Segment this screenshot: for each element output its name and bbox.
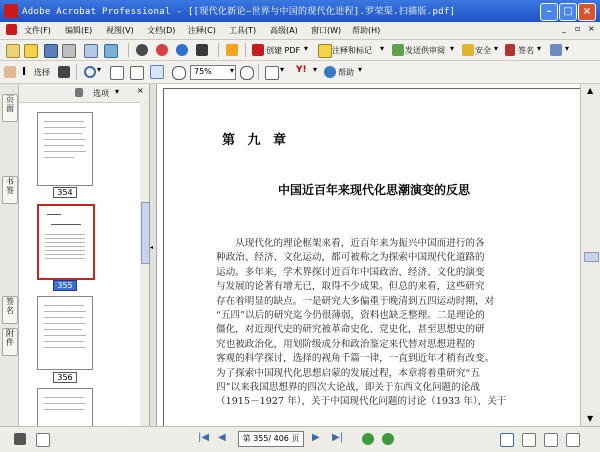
- create-pdf-button[interactable]: 创建 PDF: [266, 46, 301, 55]
- menu-comments[interactable]: 注释(C): [188, 26, 216, 35]
- create-icon[interactable]: [24, 44, 38, 58]
- previous-page-icon[interactable]: ◀: [218, 432, 226, 443]
- print-icon[interactable]: [62, 44, 76, 58]
- organizer-icon[interactable]: [156, 44, 168, 56]
- thumbnail-page-356[interactable]: [37, 296, 93, 370]
- paragraph-line: 客观的科学探讨，选择的视角千篇一律，一直到近年才稍有改变。: [216, 353, 495, 365]
- chevron-down-icon[interactable]: ▾: [304, 44, 309, 53]
- yahoo-icon[interactable]: Y!: [296, 65, 307, 75]
- pages-panel: [19, 84, 150, 426]
- paragraph-line: 种政治、经济、文化运动，都可被称之为探索中国现代化道路的: [216, 252, 485, 264]
- continuous-icon[interactable]: [522, 433, 536, 447]
- trash-icon[interactable]: [75, 88, 83, 97]
- paragraph-line: 四”以来我国思想界的四次大论战，即关于东西文化问题的论战: [216, 382, 480, 394]
- tab-pages[interactable]: [2, 94, 18, 122]
- hand-tool-icon[interactable]: [4, 66, 16, 78]
- document-view[interactable]: [157, 84, 580, 426]
- single-page-icon[interactable]: [500, 433, 514, 447]
- paragraph-line: 僵化，对近现代史的研究被革命史化、党史化，甚至思想史的研: [216, 324, 485, 336]
- navigation-tabs: [0, 84, 19, 426]
- chevron-down-icon[interactable]: ▾: [537, 44, 542, 53]
- help-button[interactable]: 帮助: [338, 68, 354, 77]
- page-number-field[interactable]: 第 355/ 406 页: [238, 431, 304, 447]
- document-page: [163, 88, 580, 426]
- doc-close-icon[interactable]: ×: [588, 24, 595, 33]
- web-icon[interactable]: [176, 44, 188, 56]
- tab-signatures-label: 签名: [6, 297, 14, 315]
- forms-icon[interactable]: [550, 44, 562, 56]
- chevron-down-icon[interactable]: ▾: [115, 87, 120, 96]
- lock-icon[interactable]: [462, 44, 474, 56]
- menu-window[interactable]: 窗口(W): [311, 26, 342, 35]
- minimize-button[interactable]: –: [540, 3, 558, 21]
- thumbnail-page-354[interactable]: [37, 112, 93, 186]
- pen-icon[interactable]: [505, 44, 515, 56]
- go-forward-icon[interactable]: [382, 433, 394, 445]
- chevron-down-icon[interactable]: ▾: [280, 65, 285, 74]
- status-bar: [0, 426, 600, 452]
- next-page-icon[interactable]: ▶: [312, 432, 320, 443]
- attach-icon[interactable]: [104, 44, 118, 58]
- comment-icon[interactable]: [318, 44, 332, 58]
- paragraph-line: 存在着明显的缺点。一是研究大多偏重于晚清到五四运动时期，对: [216, 295, 495, 307]
- search-icon[interactable]: [136, 44, 148, 56]
- doc-restore-icon[interactable]: ▫: [575, 24, 581, 33]
- save-icon[interactable]: [44, 44, 58, 58]
- chevron-down-icon[interactable]: ▾: [229, 66, 234, 75]
- doc-minimize-icon[interactable]: _: [562, 24, 566, 33]
- document-scrollbar[interactable]: [580, 84, 600, 426]
- pages-panel-header: [19, 84, 149, 103]
- zoom-out-icon[interactable]: [172, 66, 186, 80]
- fit-width-icon[interactable]: [150, 65, 164, 79]
- go-back-icon[interactable]: [362, 433, 374, 445]
- scroll-down-icon[interactable]: ▼: [587, 414, 594, 423]
- sign-button[interactable]: 签名: [518, 46, 534, 55]
- menu-advanced[interactable]: 高级(A): [270, 26, 298, 35]
- open-icon[interactable]: [6, 44, 20, 58]
- review-icon[interactable]: [392, 44, 404, 56]
- options-menu[interactable]: 选项: [93, 89, 109, 98]
- panel-splitter[interactable]: [150, 84, 157, 426]
- collapse-arrow-icon[interactable]: ◂: [150, 244, 154, 251]
- chevron-down-icon[interactable]: ▾: [358, 65, 363, 74]
- main-toolbar: [0, 40, 600, 61]
- send-review-button[interactable]: 发送供审阅: [405, 46, 445, 55]
- chevron-down-icon[interactable]: ▾: [97, 65, 102, 74]
- menu-bar: [0, 22, 600, 40]
- tab-signatures[interactable]: [2, 296, 18, 324]
- page-size-icon[interactable]: [36, 433, 50, 447]
- security-button[interactable]: 安全: [475, 46, 491, 55]
- paragraph-line: （1915－1927 年），关于中国现代化问题的讨论（1933 年），关于: [216, 396, 507, 408]
- zoom-in-icon[interactable]: [240, 66, 254, 80]
- document-scroll-thumb[interactable]: [584, 252, 599, 262]
- paragraph-line: 从现代化的理论框架来看，近百年来为振兴中国而进行的各: [235, 238, 485, 249]
- zoom-value: 75%: [194, 67, 212, 76]
- acrobat-app-icon[interactable]: [4, 4, 18, 18]
- chapter-heading: 中国近百年来现代化思潮演变的反思: [277, 183, 470, 197]
- menu-help[interactable]: 帮助(H): [352, 26, 381, 35]
- menu-file[interactable]: 文件(F): [24, 26, 51, 35]
- navigation-toolbar: [0, 61, 600, 84]
- create-pdf-icon[interactable]: [252, 44, 264, 56]
- paragraph-line: “五四”以后的研究迄今仍很薄弱，资料也缺乏整理。二是理论的: [216, 310, 485, 322]
- chevron-down-icon[interactable]: ▾: [313, 65, 318, 74]
- continuous-facing-icon[interactable]: [566, 433, 580, 447]
- close-panel-icon[interactable]: ×: [137, 86, 144, 95]
- document-icon[interactable]: [6, 24, 17, 35]
- maximize-button[interactable]: □: [559, 3, 577, 21]
- help-icon[interactable]: [324, 66, 336, 78]
- thumbnail-scroll-thumb[interactable]: [141, 202, 150, 264]
- close-button[interactable]: ×: [578, 3, 596, 21]
- snapshot-icon[interactable]: [58, 66, 70, 78]
- scroll-up-icon[interactable]: ▲: [587, 86, 594, 95]
- chevron-down-icon[interactable]: ▾: [494, 44, 499, 53]
- thumbnail-label: 354: [53, 187, 77, 198]
- paragraph-line: 与发展的论著有增无已，取得不少成果。但总的来看，这些研究: [216, 281, 485, 293]
- menu-view[interactable]: 视图(V): [106, 26, 134, 35]
- thumbnail-page-357[interactable]: [37, 388, 93, 427]
- last-page-icon[interactable]: ▶|: [332, 432, 344, 443]
- zoom-field[interactable]: [190, 65, 236, 80]
- facing-icon[interactable]: [544, 433, 558, 447]
- chevron-down-icon[interactable]: ▾: [380, 44, 385, 53]
- page-layout-icon[interactable]: [265, 66, 279, 80]
- tab-bookmarks[interactable]: [2, 176, 18, 204]
- thumbnail-label: 356: [53, 372, 77, 383]
- comment-markup-button[interactable]: 注释和标记: [332, 46, 372, 55]
- convert-icon[interactable]: [226, 44, 238, 56]
- fit-page-icon[interactable]: [130, 66, 144, 80]
- tab-attachments-label: 附件: [6, 329, 14, 347]
- chapter-title: 第 九 章: [222, 133, 291, 148]
- chevron-down-icon[interactable]: ▾: [450, 44, 455, 53]
- binoculars-icon[interactable]: [196, 44, 208, 56]
- first-page-icon[interactable]: |◀: [198, 432, 210, 443]
- select-tool-button[interactable]: 选择: [34, 68, 50, 77]
- tab-pages-label: 页面: [6, 95, 14, 113]
- body-paragraph: [216, 237, 552, 410]
- window-title: Adobe Acrobat Professional - [[现代化新论—世界与中国的现代化进程].罗荣渠.扫描版.pdf]: [22, 7, 456, 17]
- menu-document[interactable]: 文档(D): [147, 26, 176, 35]
- tab-bookmarks-label: 书签: [6, 177, 14, 195]
- thumbnail-page-355[interactable]: [37, 204, 95, 280]
- actual-size-icon[interactable]: [110, 66, 124, 80]
- menu-edit[interactable]: 编辑(E): [65, 26, 93, 35]
- tab-attachments[interactable]: [2, 328, 18, 356]
- menu-tools[interactable]: 工具(T): [229, 26, 257, 35]
- thumbnail-label-selected: 355: [53, 280, 77, 291]
- view-icon[interactable]: [14, 433, 26, 445]
- paragraph-line: 究也被政治化，用划阶级成分和政治鉴定来代替对思想进程的: [216, 338, 476, 350]
- zoom-icon[interactable]: [84, 66, 96, 78]
- chevron-down-icon[interactable]: ▾: [565, 44, 570, 53]
- thumbnail-scrollbar[interactable]: [140, 102, 149, 426]
- email-icon[interactable]: [84, 44, 98, 58]
- title-bar: [0, 0, 600, 23]
- paragraph-line: 为了探索中国现代化思想启蒙的发展过程，本章将着重研究“五: [216, 367, 480, 379]
- paragraph-line: 运动。多年来，学术界探讨近百年中国政治、经济、文化的演变: [216, 266, 485, 278]
- select-cursor-icon[interactable]: I: [22, 65, 27, 78]
